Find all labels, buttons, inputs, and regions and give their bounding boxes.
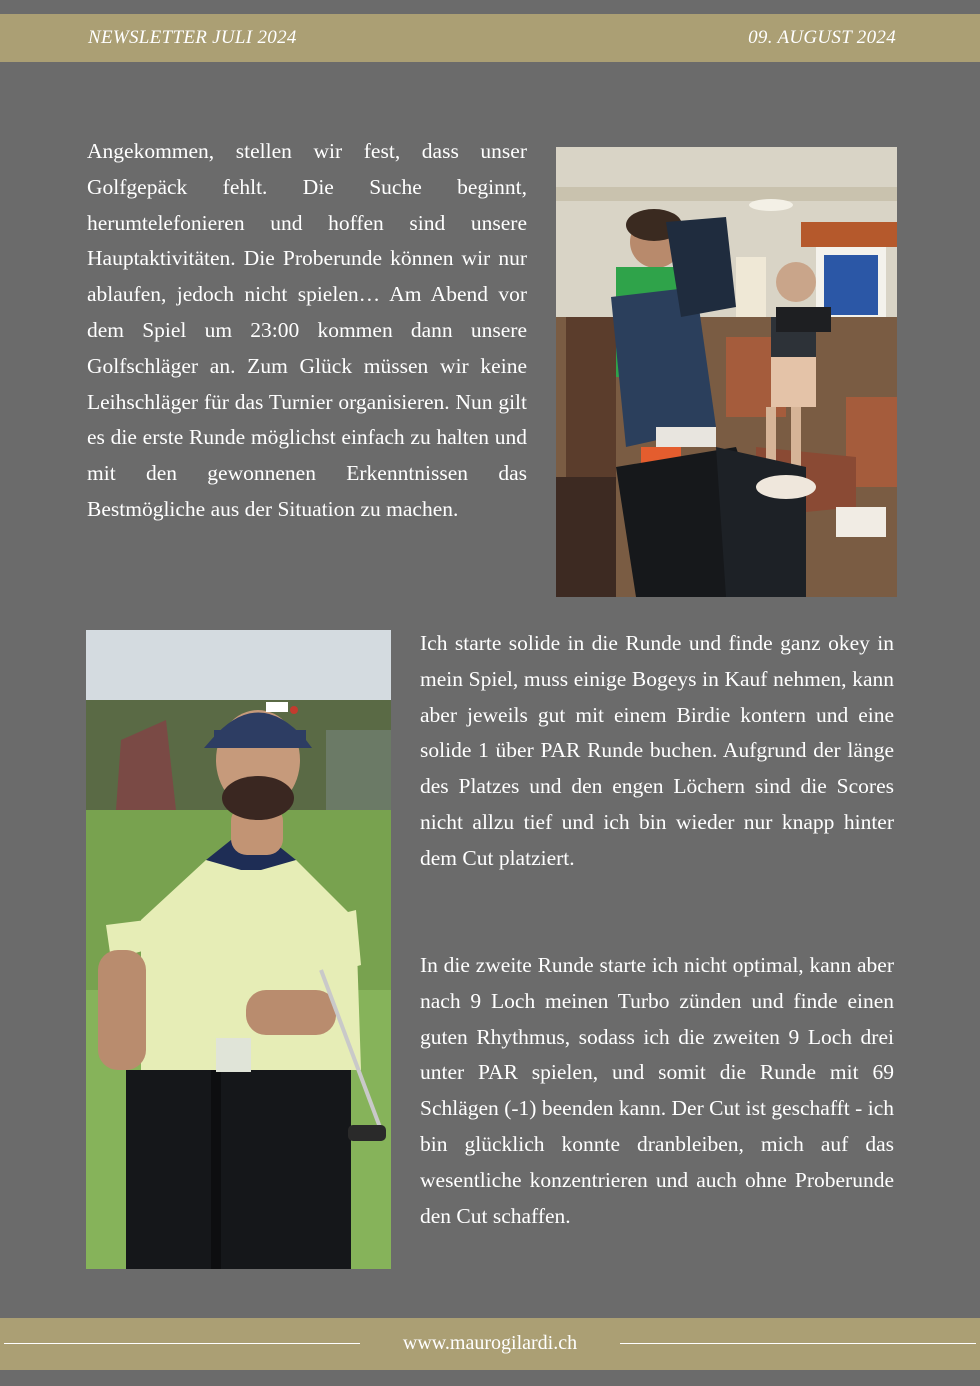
paragraph-round-one: Ich starte solide in die Runde und finde ganz okey in mein Spiel, muss einige Bogeys in Kauf nehmen, kann aber jeweils gut mit einem Birdie kontern und eine solide 1 über PAR Runde buchen. Aufgrund der länge des Platzes und den engen Löchern sind die Scores nicht allzu tief und ich bin wieder nur knapp hinter dem Cut platziert. [420,631,894,870]
footer-divider-right [620,1343,976,1344]
paragraph-luggage: Angekommen, stellen wir fest, dass unser Golfgepäck fehlt. Die Suche beginnt, herumtelefonieren und hoffen sind unsere Hauptaktivitäten. Die Proberunde können wir nur ablaufen, jedoch nicht spielen… Am Abend vor dem Spiel um 23:00 kommen dann unsere Golfschläger an. Zum Glück müssen wir keine Leihschläger für das Turnier organisieren. Nun gilt es die erste Runde möglichst einfach zu halten und mit den gewonnenen Erkenntnissen das Bestmögliche aus der Situation zu machen. [87,139,527,521]
photo-golf-bags-room [556,147,897,597]
newsletter-date: 09. AUGUST 2024 [748,27,896,48]
newsletter-title: NEWSLETTER JULI 2024 [88,27,297,48]
footer-divider-left [4,1343,360,1344]
paragraph-round-two: In die zweite Runde starte ich nicht optimal, kann aber nach 9 Loch meinen Turbo zünden und finde einen guten Rhythmus, sodass ich die zweiten 9 Loch drei unter PAR spielen, und somit die Runde mit 69 Schlägen (-1) beenden kann. Der Cut ist geschafft - ich bin glücklich konnte dranbleiben, mich auf das wesentliche konzentrieren und auch ohne Proberunde den Cut schaffen. [420,953,894,1228]
photo-golfer-portrait [86,630,391,1269]
footer-website-link[interactable]: www.maurogilardi.ch [402,1332,578,1354]
